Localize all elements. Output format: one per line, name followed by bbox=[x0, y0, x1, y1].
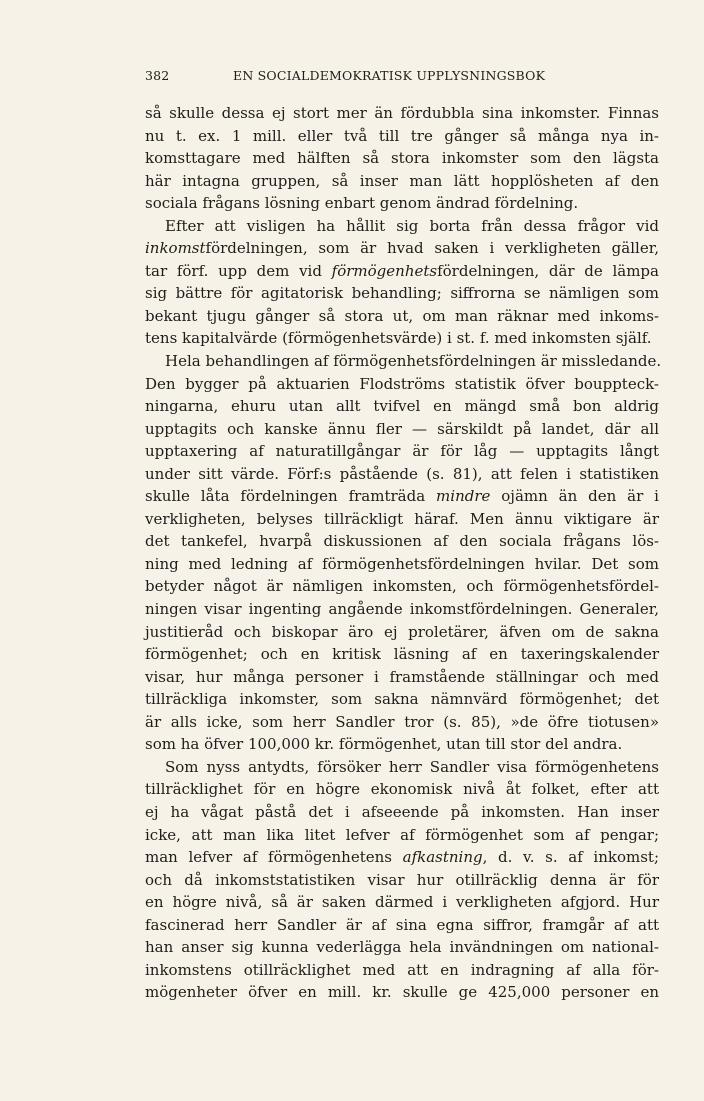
text-line: under sitt värde. Förf:s påstående (s. 81), att felen i statistiken bbox=[145, 464, 659, 483]
text-fragment: fördelningen, som är hvad saken i verkligheten gäller, bbox=[205, 239, 659, 258]
text-line bbox=[145, 237, 659, 260]
text-line: så skulle dessa ej stort mer än fördubbla sina inkomster. Finnas bbox=[145, 104, 659, 122]
text-line: verkligheten, belyses tillräckligt häraf. Men ännu viktigare är bbox=[145, 509, 659, 528]
paragraph bbox=[145, 756, 659, 1004]
emphasis: mindre bbox=[436, 487, 491, 506]
text-line: och då inkomststatistiken visar hur otillräcklig denna är för bbox=[145, 870, 659, 889]
text-line: ningen visar ingenting angående inkomstfördelningen. Generaler, bbox=[145, 600, 659, 619]
text-line: bekant tjugu gånger så stora ut, om man räknar med inkoms- bbox=[145, 306, 659, 325]
text-line: han anser sig kunna vederlägga hela invändningen om national- bbox=[145, 938, 659, 957]
text-line: det tankefel, hvarpå diskussionen af den sociala frågans lös- bbox=[145, 532, 659, 551]
text-line: tillräcklighet för en högre ekonomisk nivå åt folket, efter att bbox=[145, 780, 659, 799]
text-line: upptagits och kanske ännu fler — särskildt på landet, där all bbox=[145, 419, 659, 438]
text-fragment: ojämn än den är i bbox=[490, 487, 659, 506]
emphasis: inkomst bbox=[145, 239, 206, 258]
running-title: EN SOCIALDEMOKRATISK UPPLYSNINGSBOK bbox=[233, 68, 546, 83]
paragraph bbox=[145, 102, 659, 215]
text-line: en högre nivå, så är saken därmed i verkligheten afgjord. Hur bbox=[145, 893, 659, 912]
text-line: komsttagare med hälften så stora inkomster som den lägsta bbox=[145, 149, 659, 168]
text-line: inkomstens otillräcklighet med att en indragning af alla för- bbox=[145, 960, 659, 979]
text-fragment: , d. v. s. af inkomst; bbox=[482, 848, 660, 867]
emphasis: afkastning bbox=[402, 848, 483, 867]
text-line: fascinerad herr Sandler är af sina egna siffror, framgår af att bbox=[145, 915, 659, 934]
text-line: ningarna, ehuru utan allt tvifvel en mängd små bon aldrig bbox=[145, 397, 659, 416]
body-text bbox=[145, 102, 662, 1004]
text-line: sig bättre för agitatorisk behandling; siffrorna se nämligen som bbox=[145, 284, 659, 303]
text-line bbox=[145, 260, 659, 283]
text-line: Den bygger på aktuarien Flodströms statistik öfver bouppteck- bbox=[145, 374, 659, 393]
text-line: Efter att visligen ha hållit sig borta från dessa frågor vid bbox=[165, 216, 659, 235]
text-fragment: man lefver af förmögenhetens bbox=[145, 848, 403, 867]
text-line: är alls icke, som herr Sandler tror (s. 85), »de öfre tiotusen» bbox=[145, 712, 659, 731]
text-line: mögenheter öfver en mill. kr. skulle ge 425,000 personer en bbox=[145, 983, 659, 1002]
text-line: justitieråd och biskopar äro ej proletärer, äfven om de sakna bbox=[145, 622, 659, 641]
text-fragment: tar förf. upp dem vid bbox=[145, 261, 332, 280]
text-line: Som nyss antydts, försöker herr Sandler visa förmögenhetens bbox=[165, 757, 659, 776]
text-fragment: fördelningen, där de lämpa bbox=[437, 261, 659, 280]
emphasis: förmögenhets bbox=[331, 261, 438, 280]
text-line: tillräckliga inkomster, som sakna nämnvärd förmögenhet; det bbox=[145, 690, 659, 709]
page-number: 382 bbox=[145, 68, 170, 83]
text-line: förmögenhet; och en kritisk läsning af en taxeringskalender bbox=[145, 645, 659, 664]
text-line: icke, att man lika litet lefver af förmögenhet som af pengar; bbox=[145, 825, 659, 844]
text-line bbox=[145, 846, 659, 869]
text-line: betyder något är nämligen inkomsten, och förmögenhetsfördel- bbox=[145, 577, 659, 596]
text-line: ej ha vågat påstå det i afseeende på inkomsten. Han inser bbox=[145, 802, 659, 821]
text-line: upptaxering af naturatillgångar är för låg — upptagits långt bbox=[145, 442, 659, 461]
text-line: här intagna gruppen, så inser man lätt hopplösheten af den bbox=[145, 171, 659, 190]
paragraph bbox=[145, 350, 662, 756]
text-line: ning med ledning af förmögenhetsfördelningen hvilar. Det som bbox=[145, 554, 659, 573]
text-line: sociala frågans lösning enbart genom ändrad fördelning. bbox=[145, 194, 579, 213]
text-line bbox=[145, 485, 659, 508]
text-line: Hela behandlingen af förmögenhetsfördelningen är missledande. bbox=[165, 352, 662, 371]
text-line: nu t. ex. 1 mill. eller två till tre gånger så många nya in- bbox=[145, 126, 659, 145]
text-fragment: skulle låta fördelningen framträda bbox=[145, 487, 437, 506]
paragraph bbox=[145, 215, 659, 350]
text-line: som ha öfver 100,000 kr. förmögenhet, utan till stor del andra. bbox=[145, 735, 623, 754]
text-line: visar, hur många personer i framstående ställningar och med bbox=[145, 667, 659, 686]
text-line: tens kapitalvärde (förmögenhetsvärde) i st. f. med inkomsten själf. bbox=[145, 329, 652, 348]
